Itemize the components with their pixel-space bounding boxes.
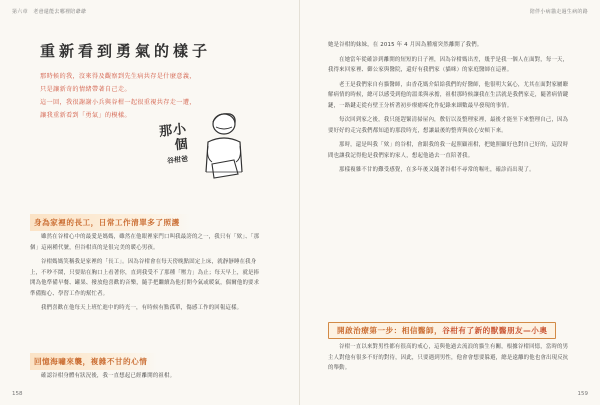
paragraph: 在她當年從確診到離開的短短的日子裡，因為谷柑媽出差，幾乎是我一個人在面對，每一天，我得來回家裡、御公家與醫院，還好有我們家（貓咪）的家庭醫師在這裡。 bbox=[328, 56, 569, 73]
section-heading-memories: 回憶海嘯來襲，複雜不甘的心情 bbox=[30, 353, 157, 370]
intro-line: 那時候的我，沒來得及觀察到先生病共存是什麼意義， bbox=[40, 73, 196, 80]
page-number-left: 158 bbox=[12, 391, 23, 397]
right-page-body bbox=[328, 40, 572, 180]
running-head-right: 陪伴小病貓走過生病的路 bbox=[529, 9, 588, 15]
signature-name: 那小個 bbox=[158, 121, 190, 154]
section-body-care-tasks bbox=[30, 232, 262, 318]
paragraph: 谷柑媽媽笑稱我是家裡的「長工」。因為谷柑會在每天傍晚點固定上床，就靜靜睡在我身上，不吵不鬧，只要貼在胸口上看著你，直到我受不了那種「壓力」為止；每天早上，就是捧開為他準備早餐、罐果、撥放他喜歡的音樂，隨手把繼續為他打開今氣或暖氣，偶爾他的要求準備點心、學習工作的幫忙者。 bbox=[30, 259, 260, 297]
section-heading-highlight: 谷柑有了新的獸醫朋友—小奧 bbox=[442, 326, 548, 335]
intro-line: 讓我重新看到「勇氣」的模樣。 bbox=[40, 112, 131, 119]
paragraph: 谷柑一直以來對男性都有很高的戒心，這與他過去流浪的貓生有關，根據谷柑回憶，當時的男主人對他有很多不好的對待，因此，只要遇到男性，他會會想要躲避，總是遠離的他也會出現反抗的舉動。 bbox=[328, 344, 569, 371]
page-number-right: 159 bbox=[577, 391, 588, 397]
running-head-left: 第六章 老爸還能去哪裡陪爺爺 bbox=[12, 9, 87, 15]
signature-role: 谷柑爸 bbox=[166, 153, 189, 166]
section-heading-treatment bbox=[328, 322, 556, 339]
section-heading-prefix: 開啟治療第一步：相信醫師， bbox=[337, 326, 443, 335]
chapter-title: 重新看到勇氣的樣子 bbox=[40, 42, 212, 60]
section-body-treatment bbox=[328, 342, 572, 378]
paragraph: 確認谷柑身體有狀況後，我一直想起已經離開的祖柑。 bbox=[41, 373, 176, 379]
paragraph: 那樣複雜不甘的難受感覺，在多年後又隨著谷柑不尋常的嘔吐，確診而出現了。 bbox=[339, 167, 535, 173]
intro-line: 這一回，我很謝謝小兵與谷柑一起很重視共存走一遭， bbox=[40, 99, 196, 106]
section-heading-care-tasks: 身為家裡的長工，日常工作清單多了照護 bbox=[30, 214, 190, 231]
paragraph: 老王是我們家自有貓醫師，由香花媽介紹給我們的好醫師，他很明大氣心，尤其在面對家屬瞭解病情的時候，總可以感受到他的溫柔與承擔，祖柑那時候讓我在生活就是我們家走，隨著病情鍵鏈，一路鍵走從有壁王分析著初步療癒疼化作紀錄來細數最早發現的事情。 bbox=[328, 81, 569, 109]
right-page bbox=[300, 0, 600, 405]
paragraph: 她是谷柑的妹妹，在 2015 年 4 月因為腫瘤突然離開了我們。 bbox=[328, 42, 483, 48]
paragraph: 每次回到家之後，我只能趕緊清掃屋內，敷衍以及整理家裡，最後才能坐下來整理自己，因為要好好的走完我們都知道的那段時光，想讓最後的整齊與放心安頓下來。 bbox=[328, 117, 569, 134]
paragraph: 那時，還是叫我「欸」的谷柑，會跟我的我一起照顧祖柑，把她照顧好也對自己好的，這段時間也讓我記得他是我們家的家人，想起他過去一直陪著我。 bbox=[328, 142, 569, 159]
intro-line: 只是讓新奇的情緒帶著自己走。 bbox=[40, 86, 131, 93]
paragraph: 雖然在谷柑心中的最愛是媽媽，雖然在他眼裡家門口叫我最誇的之一，我只有「欸」、「那個」這兩種代號，但谷柑真的是很完美的暖心男孩。 bbox=[30, 234, 260, 251]
man-holding-paper-illustration bbox=[148, 110, 268, 180]
paragraph: 我們喜歡在他每天上班忙進中的時光一，有時候有點孤單，傷感工作的回報這樣。 bbox=[41, 305, 243, 311]
section-body-memories bbox=[30, 371, 262, 386]
